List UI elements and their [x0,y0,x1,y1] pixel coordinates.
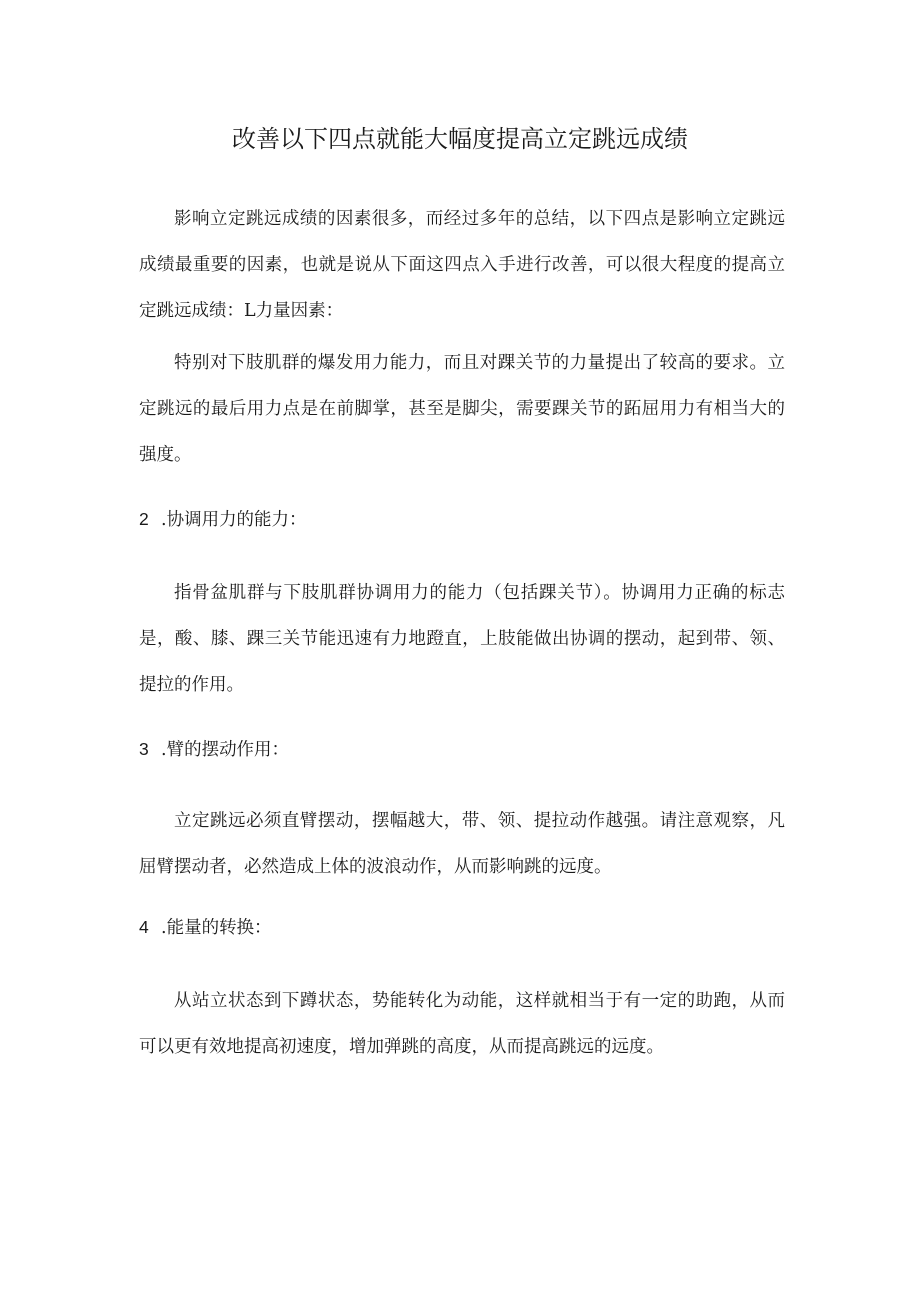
section-2-number: 2 [139,509,149,529]
section-4-body: 从站立状态到下蹲状态，势能转化为动能，这样就相当于有一定的助跑，从而可以更有效地提高初速度，增加弹跳的高度，从而提高跳远的远度。 [139,991,785,1057]
section-4-heading-text: .能量的转换： [161,918,272,938]
section-3-number: 3 [139,739,149,759]
section-4-number: 4 [139,917,149,937]
section-2-heading-text: .协调用力的能力： [161,510,307,530]
section-2-body: 指骨盆肌群与下肢肌群协调用力的能力（包括踝关节）。协调用力正确的标志是，酸、膝、踝三关节能迅速有力地蹬直，上肢能做出协调的摆动，起到带、领、提拉的作用。 [139,583,785,695]
section-3-body: 立定跳远必须直臂摆动，摆幅越大，带、领、提拉动作越强。请注意观察，凡屈臂摆动者，必然造成上体的波浪动作，从而影响跳的远度。 [139,811,785,877]
document-title: 改善以下四点就能大幅度提高立定跳远成绩 [232,125,688,153]
section-1-body: 特别对下肢肌群的爆发用力能力，而且对踝关节的力量提出了较高的要求。立定跳远的最后用力点是在前脚掌，甚至是脚尖，需要踝关节的跖屈用力有相当大的强度。 [139,353,785,465]
section-4-heading [139,904,785,951]
section-2-heading [139,496,785,543]
intro-paragraph: 影响立定跳远成绩的因素很多，而经过多年的总结，以下四点是影响立定跳远成绩最重要的因素，也就是说从下面这四点入手进行改善，可以很大程度的提高立定跳远成绩：L力量因素： [139,209,785,321]
section-3-heading [139,726,785,773]
section-3-heading-text: .臂的摆动作用： [161,740,290,760]
